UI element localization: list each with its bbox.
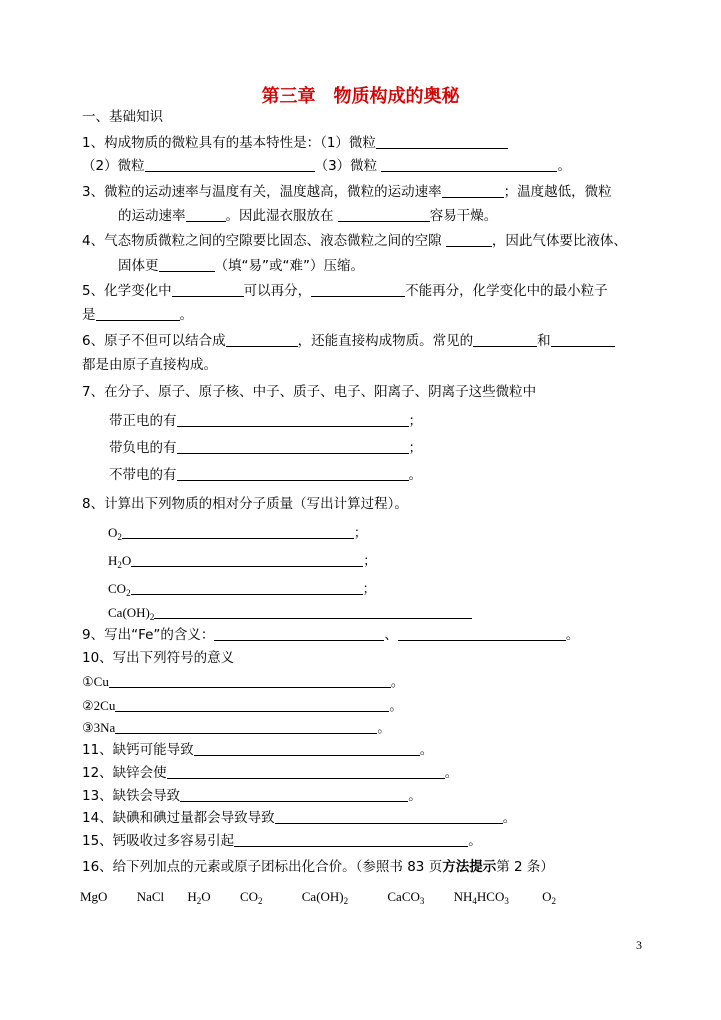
answer-blank[interactable]: [442, 183, 504, 198]
formula-caoh2: $Ca(OH)_2$: [301, 889, 349, 906]
answer-blank[interactable]: [167, 764, 445, 779]
question-15: 15、钙吸收过多容易引起 。: [82, 833, 482, 849]
answer-blank[interactable]: [159, 257, 215, 272]
answer-blank[interactable]: [234, 832, 468, 847]
answer-blank[interactable]: [172, 282, 244, 297]
answer-blank[interactable]: [109, 673, 391, 688]
answer-blank[interactable]: [131, 552, 363, 567]
answer-blank[interactable]: [376, 134, 508, 149]
question-10-item-3: ③3Na 。: [82, 720, 391, 735]
formula-mgo: MgO: [80, 889, 108, 904]
question-8-o2: $O_2$ ；: [108, 525, 367, 542]
answer-blank[interactable]: [226, 332, 298, 347]
page-title: 第三章 物质构成的奥秘: [261, 86, 460, 107]
question-11: 11、缺钙可能导致 。: [82, 742, 434, 758]
question-1-line-1: 1、构成物质的微粒具有的基本特性是：（1）微粒: [82, 134, 508, 152]
page-number: 3: [636, 938, 642, 952]
question-10-item-2: ②2Cu 。: [82, 698, 403, 713]
answer-blank[interactable]: [180, 787, 408, 802]
question-8-h2o: $H_2O$ ；: [108, 553, 377, 570]
question-7-negative: 带负电的有 ；: [109, 440, 422, 456]
question-10-item-1: ①Cu 。: [82, 674, 404, 689]
question-3-line-1: 3、微粒的运动速率与温度有关，温度越高，微粒的运动速率 ；温度越低，微粒: [82, 184, 612, 200]
answer-blank[interactable]: [177, 466, 409, 481]
answer-blank[interactable]: [214, 626, 384, 641]
question-8-caoh2: $Ca(OH)_2$: [108, 604, 472, 622]
question-5-line-2: 是 。: [82, 307, 193, 323]
answer-blank[interactable]: [177, 412, 409, 427]
formula-caco3: CaCO$_3$: [387, 889, 425, 906]
formula-nacl: NaCl: [136, 889, 165, 904]
answer-blank[interactable]: [311, 282, 405, 297]
question-5-line-1: 5、化学变化中 可以再分， 不能再分，化学变化中的最小粒子: [82, 283, 608, 299]
answer-blank[interactable]: [194, 741, 420, 756]
answer-blank[interactable]: [145, 157, 315, 172]
question-7-neutral: 不带电的有 。: [109, 467, 422, 483]
formula-h2o: $H_2O$: [187, 889, 211, 906]
answer-blank[interactable]: [381, 157, 557, 172]
answer-blank[interactable]: [551, 332, 615, 347]
formula-o2: $O_2$: [542, 889, 557, 906]
answer-blank[interactable]: [96, 306, 180, 321]
question-6-line-2: 都是由原子直接构成。: [82, 357, 217, 373]
answer-blank[interactable]: [122, 524, 354, 539]
answer-blank[interactable]: [186, 207, 226, 222]
answer-blank[interactable]: [473, 332, 537, 347]
answer-blank[interactable]: [154, 604, 472, 619]
question-3-line-2: 的运动速率 。因此湿衣服放在 容易干燥。: [118, 208, 498, 224]
question-14: 14、缺碘和碘过量都会导致导致 。: [82, 810, 517, 826]
section-heading: 一、基础知识: [82, 109, 163, 125]
question-8-co2: $CO_2$ ；: [108, 581, 376, 598]
question-12: 12、缺锌会使 。: [82, 765, 459, 781]
question-4-line-2: 固体更 （填“易”或“难”）压缩。: [118, 258, 364, 274]
answer-blank[interactable]: [177, 439, 409, 454]
question-10-prompt: 10、写出下列符号的意义: [82, 650, 235, 666]
question-9: 9、写出“Fe”的含义： 、 。: [82, 627, 580, 643]
question-7-prompt: 7、在分子、原子、原子核、中子、质子、电子、阳离子、阴离子这些微粒中: [82, 384, 537, 400]
question-7-positive: 带正电的有 ；: [109, 413, 422, 429]
formula-list: [80, 888, 556, 906]
answer-blank[interactable]: [115, 719, 377, 734]
answer-blank[interactable]: [115, 697, 389, 712]
formula-nh4hco3: $NH_4HCO_3$: [453, 889, 509, 906]
answer-blank[interactable]: [338, 207, 430, 222]
formula-co2: $CO_2$: [239, 889, 263, 906]
question-4-line-1: 4、气态物质微粒之间的空隙要比固态、液态微粒之间的空隙 ，因此气体要比液体、: [82, 233, 627, 249]
question-13: 13、缺铁会导致 。: [82, 788, 422, 804]
answer-blank[interactable]: [131, 580, 363, 595]
question-8-prompt: 8、计算出下列物质的相对分子质量（写出计算过程）。: [82, 496, 408, 512]
question-16: 16、给下列加点的元素或原子团标出化合价。（参照书 83 页方法提示第 2 条）: [82, 859, 554, 875]
question-6-line-1: 6、原子不但可以结合成 ，还能直接构成物质。常见的 和: [82, 332, 615, 350]
answer-blank[interactable]: [398, 626, 566, 641]
question-1-line-2: （2）微粒 （3）微粒 。: [82, 158, 571, 174]
answer-blank[interactable]: [446, 232, 492, 247]
answer-blank[interactable]: [275, 809, 503, 824]
